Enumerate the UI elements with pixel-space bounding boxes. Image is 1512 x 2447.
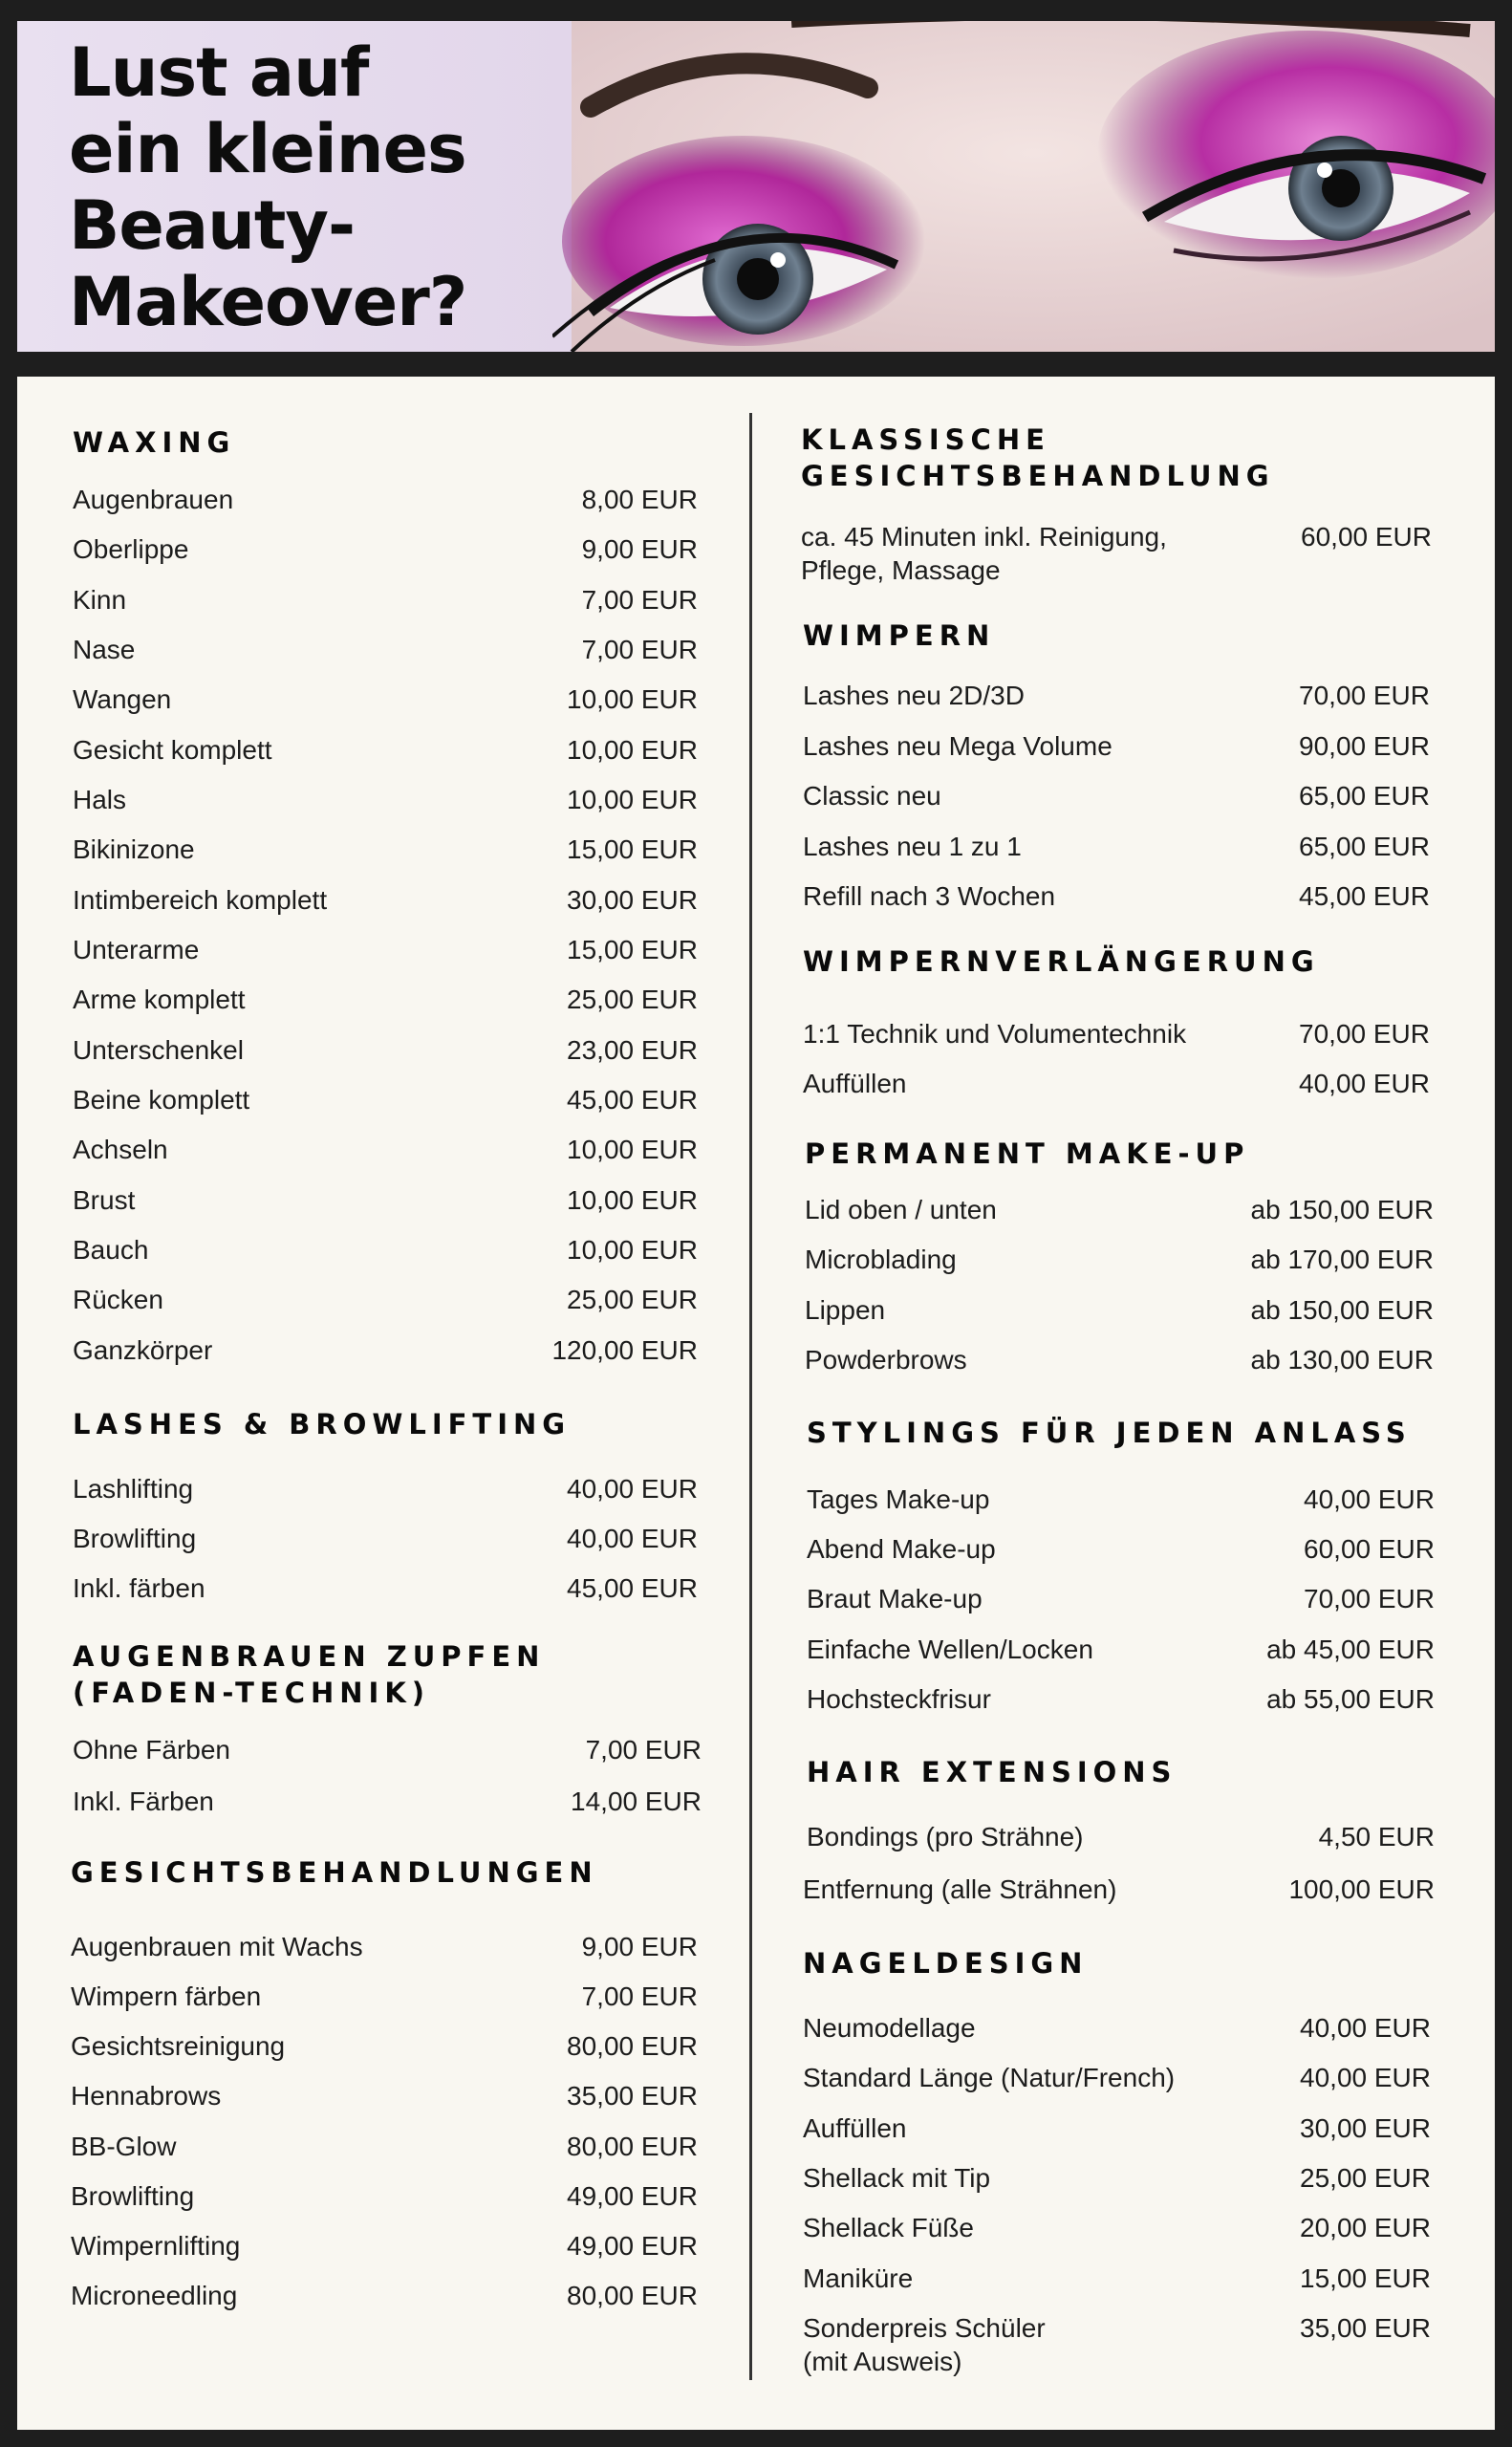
service-name: Browlifting — [73, 1524, 197, 1553]
service-name: Intimbereich komplett — [73, 885, 328, 915]
price-row — [73, 1075, 698, 1125]
section-title-line: (FADEN-TECHNIK) — [73, 1677, 431, 1709]
service-price: 20,00 EUR — [1300, 2213, 1431, 2242]
section-title-hair: HAIR EXTENSIONS — [807, 1756, 1177, 1788]
section-title-stylings: STYLINGS FÜR JEDEN ANLASS — [807, 1417, 1412, 1449]
service-price: 80,00 EUR — [567, 2132, 698, 2161]
service-price: ab 55,00 EUR — [1266, 1684, 1435, 1714]
section-title-verlaengerung: WIMPERNVERLÄNGERUNG — [803, 945, 1320, 978]
service-price: 90,00 EUR — [1299, 731, 1430, 761]
price-row — [803, 1059, 1430, 1109]
price-row — [73, 625, 698, 675]
service-name: Brust — [73, 1185, 136, 1215]
price-row — [803, 2104, 1431, 2154]
price-row — [803, 822, 1430, 872]
price-row — [803, 872, 1430, 921]
service-name-line: Pflege, Massage — [801, 555, 1001, 585]
service-name: Einfache Wellen/Locken — [807, 1635, 1093, 1664]
service-price: 40,00 EUR — [1299, 1069, 1430, 1098]
service-price: 40,00 EUR — [1304, 1484, 1435, 1514]
price-row — [807, 1812, 1435, 1862]
service-name: Standard Länge (Natur/French) — [803, 2063, 1176, 2092]
price-row — [803, 2300, 1431, 2380]
service-price: 10,00 EUR — [567, 1235, 698, 1265]
service-price: 45,00 EUR — [567, 1573, 698, 1603]
service-name: Gesichtsreinigung — [71, 2031, 286, 2061]
service-name: Inkl. Färben — [73, 1787, 214, 1816]
service-price: 8,00 EUR — [581, 485, 698, 514]
price-row — [73, 925, 698, 975]
service-price: 25,00 EUR — [1300, 2163, 1431, 2193]
service-name: Unterschenkel — [73, 1035, 244, 1065]
service-name: Hals — [73, 785, 127, 814]
price-row — [805, 1235, 1434, 1285]
service-price: 30,00 EUR — [567, 885, 698, 915]
price-row — [73, 975, 698, 1025]
price-row — [73, 1125, 698, 1175]
service-name: Microneedling — [71, 2281, 238, 2310]
service-name: Tages Make-up — [807, 1484, 990, 1514]
service-price: 7,00 EUR — [581, 585, 698, 615]
price-row — [807, 1525, 1435, 1574]
service-name-line: Sonderpreis Schüler — [803, 2313, 1046, 2343]
service-price: 49,00 EUR — [567, 2231, 698, 2261]
hero-title-line: Beauty- — [69, 186, 356, 265]
service-price: 70,00 EUR — [1304, 1584, 1435, 1613]
service-price: 70,00 EUR — [1299, 681, 1430, 710]
price-row — [803, 2203, 1431, 2253]
service-name: Bauch — [73, 1235, 149, 1265]
service-price: 60,00 EUR — [1301, 522, 1432, 552]
service-name — [803, 2311, 1046, 2378]
service-price: ab 150,00 EUR — [1250, 1195, 1434, 1224]
service-price: 65,00 EUR — [1299, 832, 1430, 861]
service-name: Bondings (pro Strähne) — [807, 1822, 1084, 1851]
service-name: Lashes neu 1 zu 1 — [803, 832, 1022, 861]
price-row — [807, 1625, 1435, 1675]
service-price: 40,00 EUR — [567, 1474, 698, 1504]
service-price: 10,00 EUR — [567, 684, 698, 714]
price-row — [805, 1335, 1434, 1385]
price-row — [71, 2271, 698, 2321]
service-name: Hennabrows — [71, 2081, 222, 2111]
price-row — [803, 1009, 1430, 1059]
price-row — [73, 675, 698, 725]
service-price: 45,00 EUR — [567, 1085, 698, 1115]
service-name: Microblading — [805, 1245, 957, 1274]
service-name: Rücken — [73, 1285, 163, 1314]
service-price: 70,00 EUR — [1299, 1019, 1430, 1049]
price-row — [73, 1326, 698, 1375]
service-price: 10,00 EUR — [567, 735, 698, 765]
price-row — [801, 509, 1432, 589]
price-row — [73, 1514, 698, 1564]
service-price: 10,00 EUR — [567, 785, 698, 814]
price-row — [71, 2122, 698, 2172]
price-row — [803, 2154, 1431, 2203]
price-row — [73, 1176, 698, 1225]
service-name: Auffüllen — [803, 2113, 907, 2143]
service-price: 7,00 EUR — [581, 1981, 698, 2011]
price-row — [73, 1777, 702, 1827]
service-name: Nase — [73, 635, 136, 664]
service-price: 10,00 EUR — [567, 1185, 698, 1215]
section-title-wimpern: WIMPERN — [803, 619, 996, 652]
service-name: Unterarme — [73, 935, 200, 964]
service-price: 9,00 EUR — [581, 534, 698, 564]
service-name: Wimpernlifting — [71, 2231, 241, 2261]
price-row — [803, 722, 1430, 771]
service-price: 40,00 EUR — [1300, 2063, 1431, 2092]
service-name: Hochsteckfrisur — [807, 1684, 991, 1714]
hero-title-line: Lust auf — [69, 33, 369, 112]
service-price: 10,00 EUR — [567, 1135, 698, 1164]
price-row — [73, 876, 698, 925]
service-name: Browlifting — [71, 2181, 195, 2211]
service-name: Arme komplett — [73, 985, 246, 1014]
price-row — [805, 1286, 1434, 1335]
price-row — [803, 2053, 1431, 2103]
hero-title-line: ein kleines — [69, 110, 466, 188]
section-title-nagel: NAGELDESIGN — [803, 1947, 1089, 1980]
service-price: 45,00 EUR — [1299, 881, 1430, 911]
service-name: Lashes neu 2D/3D — [803, 681, 1025, 710]
price-row — [73, 1564, 698, 1613]
price-row — [71, 2172, 698, 2221]
price-row — [805, 1185, 1434, 1235]
service-price: 14,00 EUR — [571, 1787, 702, 1816]
hero-title — [69, 34, 466, 340]
service-price: 80,00 EUR — [567, 2031, 698, 2061]
service-name: Neumodellage — [803, 2013, 976, 2043]
price-row — [73, 825, 698, 875]
section-title-waxing: WAXING — [73, 426, 236, 459]
price-row — [73, 1225, 698, 1275]
service-price: 60,00 EUR — [1304, 1534, 1435, 1564]
service-name: Braut Make-up — [807, 1584, 983, 1613]
service-name: Augenbrauen mit Wachs — [71, 1932, 363, 1961]
price-row — [71, 2071, 698, 2121]
price-row — [807, 1675, 1435, 1724]
service-price: 35,00 EUR — [567, 2081, 698, 2111]
price-row — [803, 2254, 1431, 2304]
section-title-pmu: PERMANENT MAKE-UP — [805, 1137, 1250, 1170]
service-name: Inkl. färben — [73, 1573, 205, 1603]
service-price: 9,00 EUR — [581, 1932, 698, 1961]
service-price: 40,00 EUR — [567, 1524, 698, 1553]
service-name: Wimpern färben — [71, 1981, 262, 2011]
service-price: 35,00 EUR — [1300, 2313, 1431, 2343]
service-price: 15,00 EUR — [567, 834, 698, 864]
service-name: Bikinizone — [73, 834, 195, 864]
service-name: Shellack mit Tip — [803, 2163, 991, 2193]
price-row — [73, 725, 698, 775]
service-price: 23,00 EUR — [567, 1035, 698, 1065]
service-name: Lid oben / unten — [805, 1195, 997, 1224]
price-row — [803, 1865, 1435, 1915]
service-name: Achseln — [73, 1135, 168, 1164]
service-price: ab 45,00 EUR — [1266, 1635, 1435, 1664]
price-row — [71, 1922, 698, 1972]
service-price: 7,00 EUR — [581, 635, 698, 664]
price-row — [803, 771, 1430, 821]
service-name: Powderbrows — [805, 1345, 967, 1375]
service-name: Kinn — [73, 585, 127, 615]
service-price: 120,00 EUR — [551, 1335, 698, 1365]
service-price: 25,00 EUR — [567, 985, 698, 1014]
price-row — [73, 1725, 702, 1775]
service-name: Auffüllen — [803, 1069, 907, 1098]
service-name — [801, 520, 1167, 587]
service-name: Augenbrauen — [73, 485, 234, 514]
service-name: Oberlippe — [73, 534, 189, 564]
service-price: 30,00 EUR — [1300, 2113, 1431, 2143]
service-price: ab 170,00 EUR — [1250, 1245, 1434, 1274]
service-price: 7,00 EUR — [585, 1735, 702, 1765]
price-row — [803, 671, 1430, 721]
price-row — [71, 1972, 698, 2022]
service-price: 25,00 EUR — [567, 1285, 698, 1314]
section-title-line: GESICHTSBEHANDLUNG — [801, 460, 1275, 492]
service-name: Refill nach 3 Wochen — [803, 881, 1056, 911]
service-price: 49,00 EUR — [567, 2181, 698, 2211]
service-price: 15,00 EUR — [1300, 2263, 1431, 2293]
price-row — [803, 2003, 1431, 2053]
service-name: Lashlifting — [73, 1474, 194, 1504]
service-price: 100,00 EUR — [1288, 1874, 1435, 1904]
price-row — [73, 1275, 698, 1325]
service-name: Lippen — [805, 1295, 886, 1325]
price-row — [73, 1026, 698, 1075]
price-row — [807, 1574, 1435, 1624]
price-row — [71, 2221, 698, 2271]
service-name: Abend Make-up — [807, 1534, 996, 1564]
service-price: ab 130,00 EUR — [1250, 1345, 1434, 1375]
price-row — [73, 1464, 698, 1514]
service-name: Maniküre — [803, 2263, 914, 2293]
price-row — [807, 1475, 1435, 1525]
section-title-zupfen — [73, 1638, 545, 1711]
service-price: 4,50 EUR — [1318, 1822, 1435, 1851]
service-name-line: ca. 45 Minuten inkl. Reinigung, — [801, 522, 1167, 552]
hero-title-line: Makeover? — [69, 263, 467, 341]
section-title-klassisch — [801, 422, 1275, 494]
column-divider — [749, 413, 752, 2380]
eye-makeup-image — [552, 21, 1495, 352]
section-title-line: KLASSISCHE — [801, 423, 1050, 456]
price-row — [73, 575, 698, 625]
service-name: BB-Glow — [71, 2132, 177, 2161]
service-name: Lashes neu Mega Volume — [803, 731, 1112, 761]
service-name: Wangen — [73, 684, 172, 714]
price-row — [71, 2022, 698, 2071]
service-price: 40,00 EUR — [1300, 2013, 1431, 2043]
service-name: Entfernung (alle Strähnen) — [803, 1874, 1117, 1904]
service-name: Ohne Färben — [73, 1735, 230, 1765]
service-name: Classic neu — [803, 781, 941, 811]
service-name: Shellack Füße — [803, 2213, 974, 2242]
service-name: Beine komplett — [73, 1085, 250, 1115]
service-price: ab 150,00 EUR — [1250, 1295, 1434, 1325]
service-name-line: (mit Ausweis) — [803, 2347, 962, 2376]
service-price: 15,00 EUR — [567, 935, 698, 964]
service-name: Gesicht komplett — [73, 735, 272, 765]
section-title-gesicht: GESICHTSBEHANDLUNGEN — [71, 1856, 598, 1889]
hero-banner — [17, 21, 1495, 352]
service-name: 1:1 Technik und Volumentechnik — [803, 1019, 1187, 1049]
price-row — [73, 475, 698, 525]
price-row — [73, 525, 698, 574]
section-title-lashes: LASHES & BROWLIFTING — [73, 1408, 572, 1440]
section-title-line: AUGENBRAUEN ZUPFEN — [73, 1640, 546, 1673]
price-row — [73, 775, 698, 825]
service-price: 80,00 EUR — [567, 2281, 698, 2310]
service-name: Ganzkörper — [73, 1335, 213, 1365]
service-price: 65,00 EUR — [1299, 781, 1430, 811]
